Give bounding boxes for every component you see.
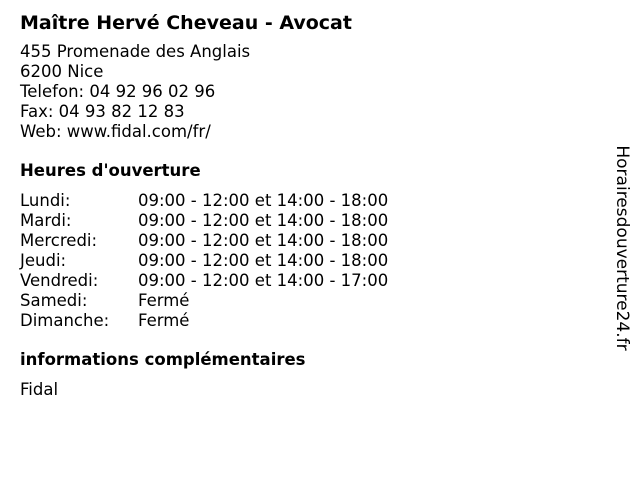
day-label: Dimanche: bbox=[20, 311, 110, 330]
time-value: 09:00 - 12:00 et 14:00 - 18:00 bbox=[138, 191, 389, 210]
time-value: Fermé bbox=[138, 311, 190, 330]
time-value: 09:00 - 12:00 et 14:00 - 18:00 bbox=[138, 251, 389, 270]
hours-heading: Heures d'ouverture bbox=[20, 161, 201, 180]
info-text: Fidal bbox=[20, 380, 59, 399]
time-value: 09:00 - 12:00 et 14:00 - 18:00 bbox=[138, 231, 389, 250]
hours-row-lundi bbox=[20, 191, 600, 211]
phone-line: Telefon: 04 92 96 02 96 bbox=[20, 82, 216, 101]
info-heading: informations complémentaires bbox=[20, 350, 306, 369]
time-value: 09:00 - 12:00 et 14:00 - 17:00 bbox=[138, 271, 389, 290]
hours-table bbox=[20, 191, 600, 331]
hours-row-mercredi bbox=[20, 231, 600, 251]
hours-row-mardi bbox=[20, 211, 600, 231]
hours-row-jeudi bbox=[20, 251, 600, 271]
web-line: Web: www.fidal.com/fr/ bbox=[20, 122, 211, 141]
address-block bbox=[20, 42, 600, 142]
business-card bbox=[20, 10, 600, 400]
day-label: Vendredi: bbox=[20, 271, 99, 290]
city-line: 6200 Nice bbox=[20, 62, 104, 81]
street-address: 455 Promenade des Anglais bbox=[20, 42, 251, 61]
day-label: Jeudi: bbox=[20, 251, 67, 270]
day-label: Lundi: bbox=[20, 191, 71, 210]
fax-line: Fax: 04 93 82 12 83 bbox=[20, 102, 185, 121]
time-value: Fermé bbox=[138, 291, 190, 310]
time-value: 09:00 - 12:00 et 14:00 - 18:00 bbox=[138, 211, 389, 230]
day-label: Samedi: bbox=[20, 291, 88, 310]
hours-row-dimanche bbox=[20, 311, 600, 331]
day-label: Mardi: bbox=[20, 211, 72, 230]
hours-row-vendredi bbox=[20, 271, 600, 291]
day-label: Mercredi: bbox=[20, 231, 98, 250]
hours-row-samedi bbox=[20, 291, 600, 311]
page-title: Maître Hervé Cheveau - Avocat bbox=[20, 12, 352, 34]
site-watermark: Horairesdouverture24.fr bbox=[612, 145, 632, 351]
